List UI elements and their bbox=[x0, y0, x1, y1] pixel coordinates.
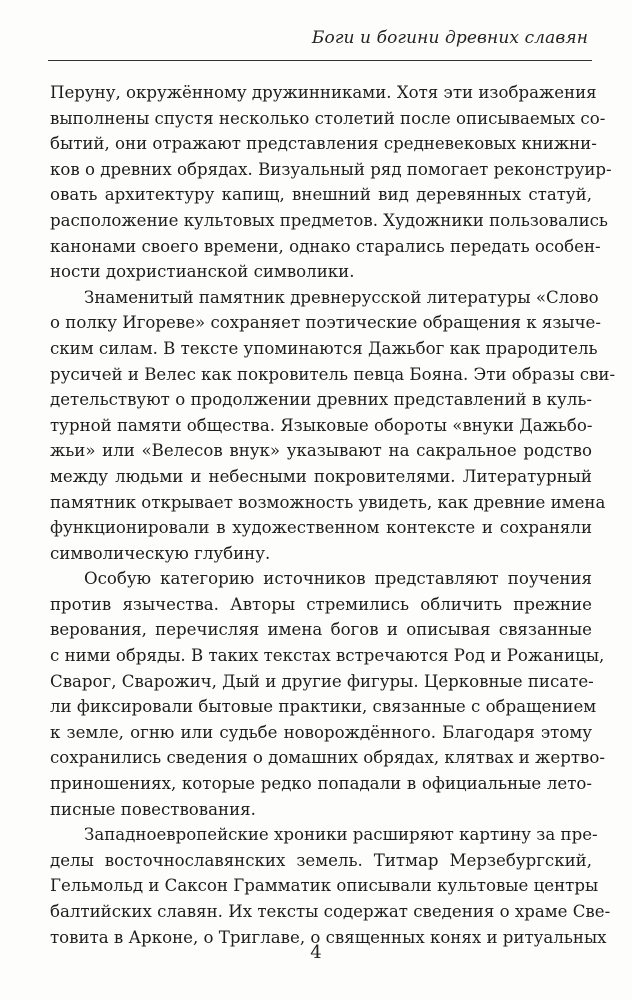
text-line: Особую категорию источников представляют поучения bbox=[84, 569, 592, 589]
text-line: верования, перечисляя имена богов и описывая связанные bbox=[50, 620, 592, 640]
text-line: Знаменитый памятник древнерусской литературы «Слово bbox=[84, 287, 599, 307]
text-line: делы восточнославянских земель. Титмар Мерзебургский, bbox=[50, 850, 592, 870]
paragraph bbox=[50, 822, 611, 950]
running-header: Боги и богини древних славян bbox=[311, 28, 588, 48]
text-line: расположение культовых предметов. Художники пользовались bbox=[50, 210, 608, 230]
text-line: турной памяти общества. Языковые обороты «внуки Дажьбо- bbox=[50, 415, 593, 435]
text-line: выполнены спустя несколько столетий после описываемых со- bbox=[50, 108, 606, 128]
text-line: о полку Игореве» сохраняет поэтические обращения к языче- bbox=[50, 313, 601, 333]
text-line: жьи» или «Велесов внук» указывают на сакральное родство bbox=[50, 441, 592, 461]
text-line: между людьми и небесными покровителями. Литературный bbox=[50, 466, 592, 486]
body-text bbox=[50, 80, 616, 950]
paragraph bbox=[50, 80, 612, 285]
page-number: 4 bbox=[310, 942, 322, 963]
text-line: писные повествования. bbox=[50, 799, 256, 819]
text-line: русичей и Велес как покровитель певца Бояна. Эти образы сви- bbox=[50, 364, 616, 384]
text-line: овать архитектуру капищ, внешний вид деревянных статуй, bbox=[50, 185, 592, 205]
text-line: приношениях, которые редко попадали в официальные лето- bbox=[50, 774, 592, 794]
text-line: к земле, огню или судьбе новорождённого. Благодаря этому bbox=[50, 722, 592, 742]
text-line: Западноевропейские хроники расширяют картину за пре- bbox=[84, 825, 598, 845]
text-line: бытий, они отражают представления средневековых книжни- bbox=[50, 134, 597, 154]
text-line: товита в Арконе, о Триглаве, о священных конях и ритуальных bbox=[50, 927, 607, 947]
text-line: балтийских славян. Их тексты содержат сведения о храме Све- bbox=[50, 902, 611, 921]
text-line: ности дохристианской символики. bbox=[50, 262, 355, 282]
text-line: Гельмольд и Саксон Грамматик описывали культовые центры bbox=[50, 876, 599, 896]
text-line: Сварог, Сварожич, Дый и другие фигуры. Церковные писате- bbox=[50, 671, 594, 691]
text-line: памятник открывает возможность увидеть, как древние имена bbox=[50, 492, 606, 512]
text-line: канонами своего времени, однако старались передать особен- bbox=[50, 236, 601, 256]
text-line: против язычества. Авторы стремились обличить прежние bbox=[50, 594, 592, 614]
text-line: Перуну, окружённому дружинниками. Хотя эти изображения bbox=[50, 83, 597, 102]
text-line: ским силам. В тексте упоминаются Дажьбог как прародитель bbox=[50, 338, 598, 358]
text-line: символическую глубину. bbox=[50, 543, 271, 563]
text-line: детельствуют о продолжении древних представлений в куль- bbox=[50, 390, 592, 410]
text-line: сохранились сведения о домашних обрядах, клятвах и жертво- bbox=[50, 748, 605, 768]
paragraph bbox=[50, 566, 605, 822]
text-line: функционировали в художественном контексте и сохраняли bbox=[50, 518, 592, 538]
text-line: ли фиксировали бытовые практики, связанные с обращением bbox=[50, 697, 597, 717]
text-line: с ними обряды. В таких текстах встречаются Род и Рожаницы, bbox=[50, 646, 605, 666]
header-rule bbox=[48, 60, 592, 61]
paragraph bbox=[50, 285, 616, 567]
text-line: ков о древних обрядах. Визуальный ряд помогает реконструир- bbox=[50, 159, 612, 179]
